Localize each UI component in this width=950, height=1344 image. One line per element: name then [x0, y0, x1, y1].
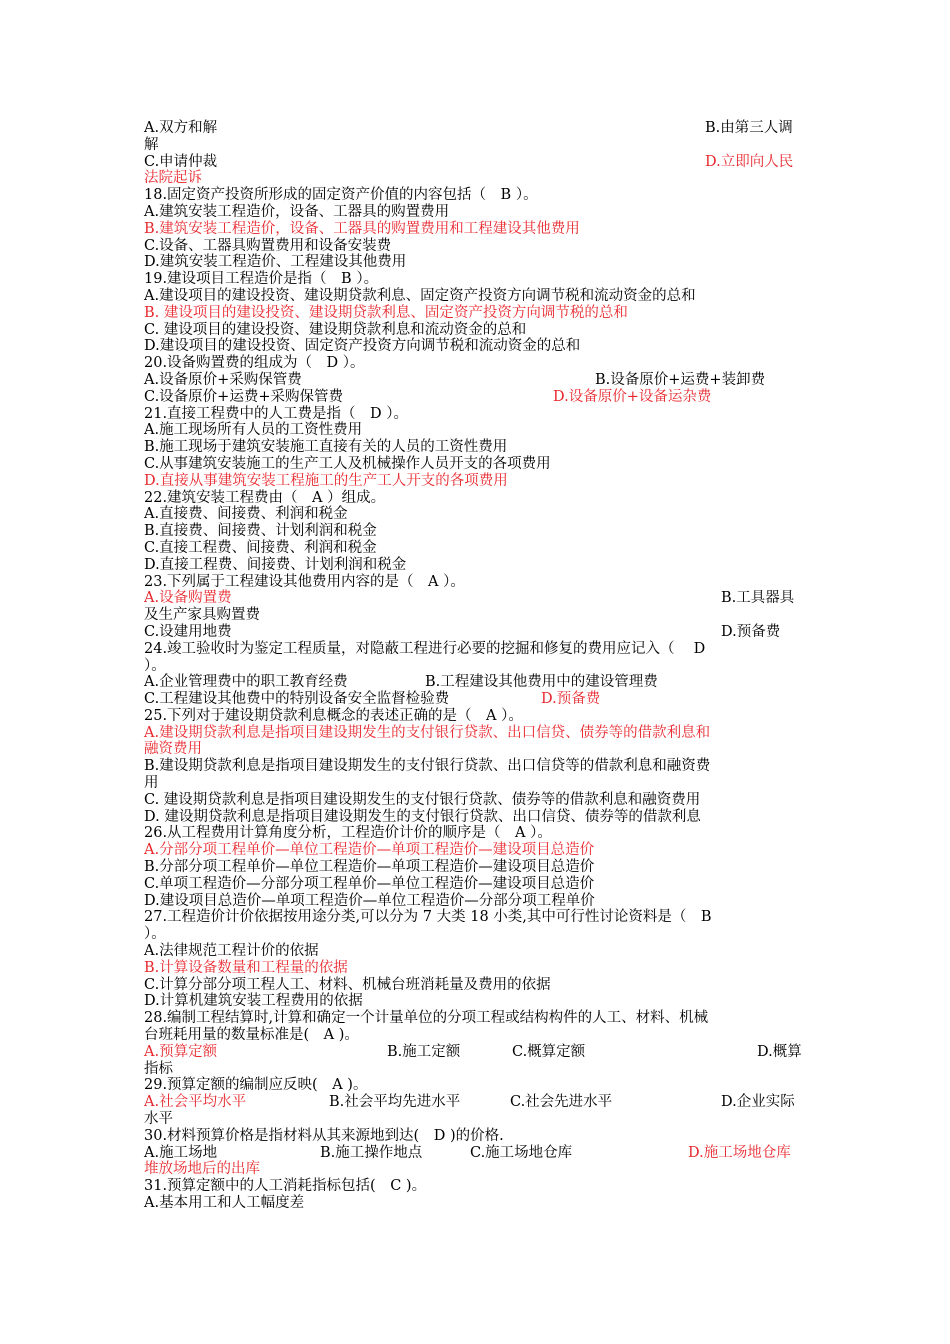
line-text: A.建筑安装工程造价，设备、工器具的购置费用	[144, 203, 450, 220]
line-text: A.双方和解	[144, 120, 218, 136]
line-text: 19.建设项目工程造价是指（ B ）。	[144, 271, 379, 288]
text-line	[144, 271, 808, 288]
text-line	[144, 641, 808, 658]
line-text: A.直接费、间接费、利润和税金	[144, 506, 348, 523]
text-line	[144, 775, 808, 792]
line-text: D.计算机建筑安装工程费用的依据	[144, 993, 363, 1010]
line-text: B.由第三人调	[705, 120, 793, 136]
text-line	[144, 993, 808, 1010]
text-line	[144, 977, 808, 994]
line-text: 25.下列对于建设期贷款利息概念的表述正确的是（ A ）。	[144, 707, 523, 724]
text-line	[144, 170, 808, 187]
line-text: C.工程建设其他费中的特别设备安全监督检验费	[144, 691, 450, 708]
text-line	[144, 725, 808, 742]
text-line	[144, 557, 808, 574]
line-text: D.企业实际	[721, 1094, 795, 1111]
line-text: C.申请仲裁	[144, 153, 218, 170]
answer-text: D.施工场地仓库	[688, 1144, 791, 1161]
text-line	[144, 305, 808, 322]
line-text: B.设备原价+运费+装卸费	[595, 371, 766, 388]
text-line	[144, 1077, 808, 1094]
line-text: 31.预算定额中的人工消耗指标包括( C )。	[144, 1178, 427, 1195]
line-text: ）。	[144, 926, 166, 943]
line-text: 30.材料预算价格是指材料从其来源地到达( D )的价格.	[144, 1127, 504, 1144]
text-line	[144, 590, 808, 607]
line-text: D.直接工程费、间接费、计划利润和税金	[144, 556, 407, 573]
text-line	[144, 758, 808, 775]
text-line	[144, 422, 808, 439]
text-line	[144, 574, 808, 591]
text-line	[144, 523, 808, 540]
text-line	[144, 674, 808, 691]
text-line	[144, 389, 808, 406]
text-line	[144, 658, 808, 675]
line-text: C.设备原价+运费+采购保管费	[144, 388, 343, 405]
line-text: 水平	[144, 1111, 173, 1128]
line-text: A.法律规范工程计价的依据	[144, 943, 319, 960]
text-line	[144, 187, 808, 204]
text-line	[144, 288, 808, 305]
text-line	[144, 842, 808, 859]
answer-text: D.设备原价+设备运杂费	[553, 388, 712, 405]
line-text: A.企业管理费中的职工教育经费	[144, 674, 348, 691]
text-line	[144, 792, 808, 809]
text-line	[144, 338, 808, 355]
text-line	[144, 204, 808, 221]
answer-text: D.立即向人民	[705, 153, 794, 170]
text-line	[144, 960, 808, 977]
line-text: 22.建筑安装工程费由（ A ）组成。	[144, 489, 386, 506]
text-line	[144, 1161, 808, 1178]
line-text: 26.从工程费用计算角度分析，工程造价计价的顺序是（ A ）。	[144, 825, 552, 842]
line-text: D.建筑安装工程造价、工程建设其他费用	[144, 254, 407, 271]
answer-text: A.社会平均水平	[144, 1094, 247, 1111]
line-text: B.工程建设其他费用中的建设管理费	[425, 674, 658, 691]
line-text: 23.下列属于工程建设其他费用内容的是（ A ）。	[144, 573, 465, 590]
text-line	[144, 1178, 808, 1195]
line-text: A.建设项目的建设投资、建设期贷款利息、固定资产投资方向调节税和流动资金的总和	[144, 287, 696, 304]
text-line	[144, 876, 808, 893]
answer-text: A.设备购置费	[144, 590, 232, 607]
line-text: A.施工场地	[144, 1144, 218, 1161]
text-line	[144, 540, 808, 557]
answer-text: B.计算设备数量和工程量的依据	[144, 959, 348, 976]
line-text: C.从事建筑安装施工的生产工人及机械操作人员开支的各项费用	[144, 455, 551, 472]
line-text: 指标	[144, 1060, 173, 1077]
text-line	[144, 607, 808, 624]
line-text: ）。	[144, 657, 166, 674]
line-text: 20.设备购置费的组成为（ D ）。	[144, 355, 365, 372]
line-text: D.建设项目总造价—单项工程造价—单位工程造价—分部分项工程单价	[144, 892, 595, 909]
answer-text: 法院起诉	[144, 170, 202, 187]
answer-text: D.预备费	[541, 691, 601, 708]
answer-text: D.直接从事建筑安装工程施工的生产工人开支的各项费用	[144, 472, 508, 489]
line-text: C.社会先进水平	[510, 1094, 613, 1111]
text-line	[144, 137, 808, 154]
line-text: C.直接工程费、间接费、利润和税金	[144, 539, 377, 556]
text-line	[144, 439, 808, 456]
line-text: B.社会平均先进水平	[329, 1094, 461, 1111]
answer-text: A.预算定额	[144, 1043, 218, 1060]
line-text: C.单项工程造价—分部分项工程单价—单位工程造价—建设项目总造价	[144, 875, 595, 892]
text-line	[144, 691, 808, 708]
text-line	[144, 1111, 808, 1128]
answer-text: 融资费用	[144, 741, 202, 758]
text-line	[144, 1044, 808, 1061]
line-text: A.基本用工和人工幅度差	[144, 1195, 305, 1211]
line-text: B.施工现场于建筑安装施工直接有关的人员的工资性费用	[144, 439, 508, 456]
text-line	[144, 741, 808, 758]
text-line	[144, 355, 808, 372]
line-text: D.预备费	[721, 623, 781, 640]
text-line	[144, 809, 808, 826]
text-line	[144, 943, 808, 960]
answer-text: 堆放场地后的出库	[144, 1161, 260, 1178]
line-text: D.建设项目的建设投资、固定资产投资方向调节税和流动资金的总和	[144, 338, 581, 355]
text-line	[144, 372, 808, 389]
text-line	[144, 909, 808, 926]
text-line	[144, 1010, 808, 1027]
text-line	[144, 506, 808, 523]
line-text: 27.工程造价计价依据按用途分类,可以分为 7 大类 18 小类,其中可行性讨论资料是（ B	[144, 909, 712, 926]
text-line	[144, 456, 808, 473]
line-text: B.直接费、间接费、计划利润和税金	[144, 523, 377, 540]
line-text: 28.编制工程结算时,计算和确定一个计量单位的分项工程或结构构件的人工、材料、机械	[144, 1010, 709, 1027]
text-line	[144, 859, 808, 876]
document-page	[144, 120, 808, 1212]
line-text: 解	[144, 136, 159, 153]
text-line	[144, 926, 808, 943]
text-line	[144, 154, 808, 171]
answer-text: B.建筑安装工程造价，设备、工器具的购置费用和工程建设其他费用	[144, 220, 580, 237]
text-line	[144, 1145, 808, 1162]
text-line	[144, 825, 808, 842]
line-text: C. 建设项目的建设投资、建设期贷款利息和流动资金的总和	[144, 321, 527, 338]
line-text: B.施工定额	[387, 1043, 461, 1060]
line-text: C.设建用地费	[144, 623, 232, 640]
line-text: C.概算定额	[512, 1043, 586, 1060]
text-line	[144, 1094, 808, 1111]
text-line	[144, 406, 808, 423]
line-text: C. 建设期贷款利息是指项目建设期发生的支付银行贷款、债券等的借款利息和融资费用	[144, 791, 701, 808]
text-line	[144, 322, 808, 339]
answer-text: A.分部分项工程单价—单位工程造价—单项工程造价—建设项目总造价	[144, 842, 595, 859]
line-text: 台班耗用量的数量标准是( A )。	[144, 1027, 359, 1044]
line-text: B.施工操作地点	[320, 1144, 423, 1161]
line-text: C.设备、工器具购置费用和设备安装费	[144, 237, 392, 254]
line-text: B.工具器具	[721, 590, 795, 607]
text-line	[144, 1128, 808, 1145]
line-text: 18.固定资产投资所形成的固定资产价值的内容包括（ B ）。	[144, 187, 538, 204]
line-text: 24.竣工验收时为鉴定工程质量，对隐蔽工程进行必要的挖掘和修复的费用应记入（ D	[144, 640, 706, 657]
line-text: A.设备原价+采购保管费	[144, 371, 302, 388]
text-line	[144, 254, 808, 271]
text-line	[144, 238, 808, 255]
line-text: D. 建设期贷款利息是指项目建设期发生的支付银行贷款、出口信贷、债券等的借款利息	[144, 808, 701, 825]
text-line	[144, 893, 808, 910]
line-text: C.计算分部分项工程人工、材料、机械台班消耗量及费用的依据	[144, 976, 551, 993]
line-text: 用	[144, 775, 159, 792]
answer-text: A.建设期贷款利息是指项目建设期发生的支付银行贷款、出口信贷、债券等的借款利息和	[144, 724, 711, 741]
text-line	[144, 1027, 808, 1044]
text-line	[144, 473, 808, 490]
line-text: D.概算	[757, 1043, 802, 1060]
line-text: 21.直接工程费中的人工费是指（ D ）。	[144, 405, 409, 422]
line-text: 29.预算定额的编制应反映( A )。	[144, 1077, 368, 1094]
text-line	[144, 221, 808, 238]
line-text: C.施工场地仓库	[470, 1144, 573, 1161]
line-text: A.施工现场所有人员的工资性费用	[144, 422, 363, 439]
line-text: B.建设期贷款利息是指项目建设期发生的支付银行贷款、出口信贷等的借款利息和融资费	[144, 758, 711, 775]
text-line	[144, 708, 808, 725]
text-line	[144, 490, 808, 507]
text-line	[144, 120, 808, 137]
text-line	[144, 1061, 808, 1078]
text-line	[144, 624, 808, 641]
line-text: 及生产家具购置费	[144, 607, 260, 624]
answer-text: B. 建设项目的建设投资、建设期贷款利息、固定资产投资方向调节税的总和	[144, 304, 628, 321]
text-line	[144, 1195, 808, 1212]
line-text: B.分部分项工程单价—单位工程造价—单项工程造价—建设项目总造价	[144, 859, 595, 876]
